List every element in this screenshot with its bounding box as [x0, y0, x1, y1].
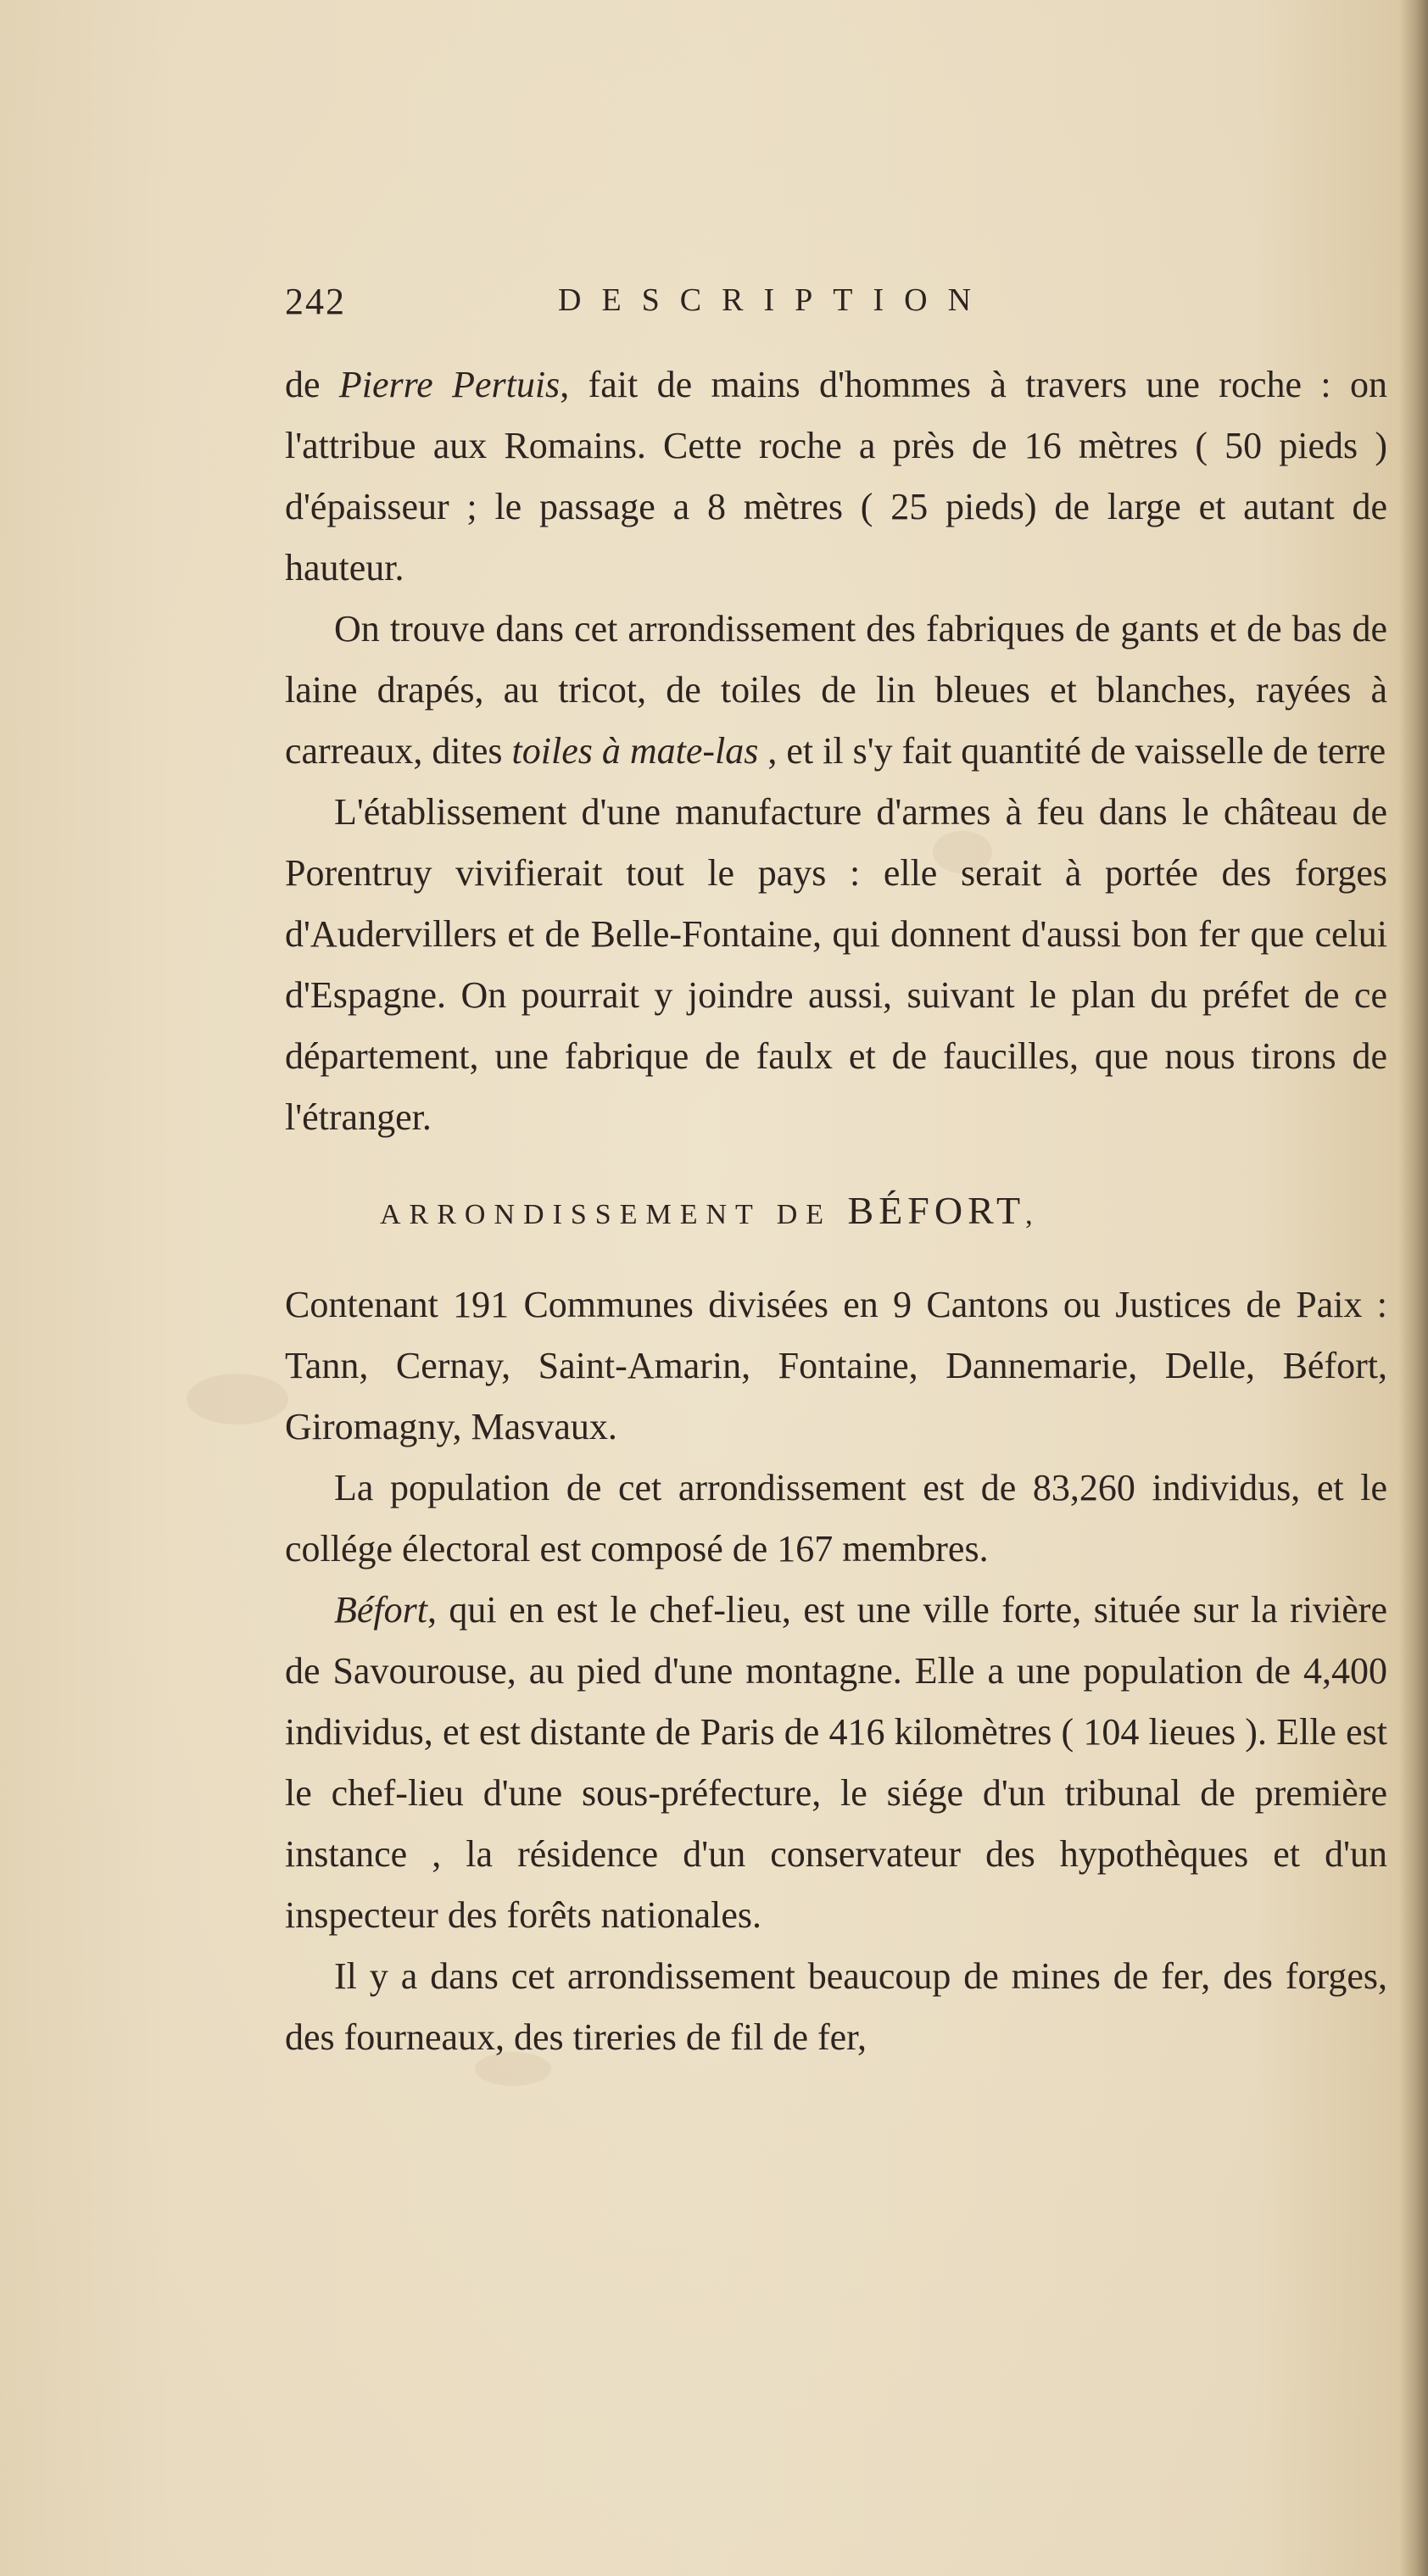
section-title [285, 1185, 1387, 1241]
section-title-prefix: ARRONDISSEMENT DE [380, 1199, 848, 1230]
text-block [285, 280, 1387, 2068]
paper-stain [187, 1374, 288, 1425]
text-run: Contenant 191 Communes divisées en 9 Cantons ou Justices de Paix : Tann, Cernay, Saint-Amarin, Fontaine, Dannemarie, Delle, Béfort, Giromagny, Masvaux. [285, 1284, 1387, 1447]
paragraph [285, 354, 1387, 599]
text-run: Il y a dans cet arrondissement beaucoup de mines de fer, des forges, des fourneaux, des tireries de fil de fer, [285, 1955, 1387, 2058]
paragraph-group-1 [285, 354, 1387, 1148]
running-title: DESCRIPTION [558, 282, 992, 318]
italic-text: toiles à mate-las [511, 730, 759, 772]
italic-text: Pierre Pertuis [338, 364, 561, 405]
text-run: La population de cet arrondissement est de 83,260 individus, et le collége électoral est composé de 167 membres. [285, 1467, 1387, 1570]
text-run: , et il s'y fait quantité de vaisselle de terre [758, 730, 1386, 772]
text-run: L'établissement d'une manufacture d'armes à feu dans le château de Porentruy vivifierait tout le pays : elle serait à portée des forges d'Audervillers et de Belle-Fontaine, qui donnent d'aussi bon fer que celui d'Espagne. On pourrait y joindre aussi, suivant le plan du préfet de ce département, une fabrique de faulx et de faucilles, que nous tirons de l'étranger. [285, 791, 1387, 1138]
paragraph [285, 782, 1387, 1148]
page-number: 242 [285, 281, 346, 322]
binding-shadow [1399, 0, 1428, 2576]
section-title-name: BÉFORT [847, 1189, 1026, 1232]
text-run: , fait de mains d'hommes à travers une roche : on l'attribue aux Romains. Cette roche a près de 16 mètres ( 50 pieds ) d'épaisseur ; le passage a 8 mètres ( 25 pieds) de large et autant de hauteur. [285, 364, 1388, 588]
text-run: , qui en est le chef-lieu, est une ville forte, située sur la rivière de Savourouse, au pied d'une montagne. Elle a une population de 4,400 individus, et est distante de Paris de 416 kilomètres ( 104 lieues ). Elle est le chef-lieu d'une sous-préfecture, le siége d'un tribunal de première instance , la résidence d'un conservateur des hypothèques et d'un inspecteur des forêts nationales. [285, 1589, 1387, 1936]
italic-text: Béfort [334, 1589, 427, 1631]
text-run: On trouve dans cet arrondissement des fabriques de gants et de bas de laine drapés, au tricot, de toiles de lin bleues et blanches, rayées à carreaux, dites [285, 608, 1387, 772]
paragraph [285, 1946, 1387, 2068]
paragraph [285, 1580, 1387, 1946]
running-head [285, 280, 1133, 331]
text-run: de [285, 364, 339, 405]
paragraph-group-2 [285, 1274, 1387, 2068]
paragraph [285, 599, 1387, 782]
section-title-suffix: , [1025, 1199, 1041, 1230]
paragraph [285, 1274, 1387, 1458]
paragraph [285, 1458, 1387, 1580]
